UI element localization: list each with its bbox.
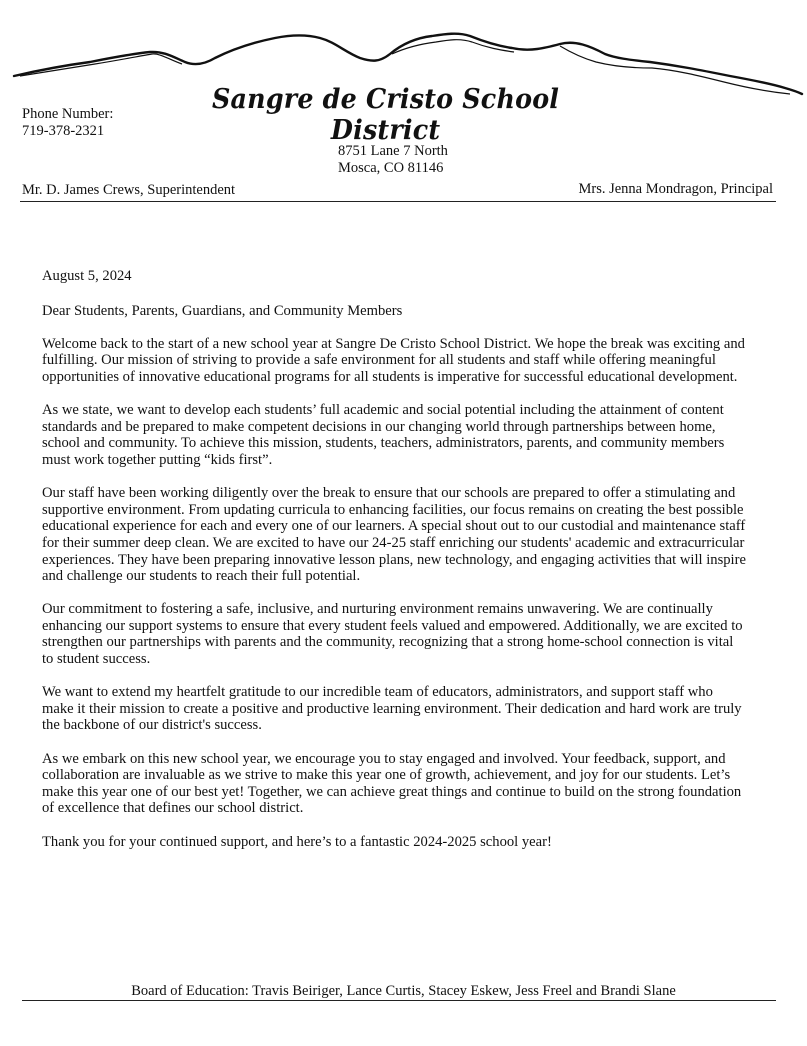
board-of-education: Board of Education: Travis Beiriger, Lance Curtis, Stacey Eskew, Jess Freel and Brandi Slane	[131, 983, 676, 999]
district-name: Sangre de Cristo School District	[212, 84, 560, 146]
phone-label: Phone Number:	[22, 106, 114, 122]
letter-paragraph: As we state, we want to develop each students’ full academic and social potential including the attainment of content standards and be prepared to make competent decisions in our changing world through partnerships between home, school and community. To achieve this mission, students, teachers, administrators, parents, and community members must work together putting “kids first”.	[42, 402, 725, 468]
principal-name: Mrs. Jenna Mondragon, Principal	[578, 181, 773, 197]
address-block	[338, 143, 448, 177]
letter-paragraph: Our commitment to fostering a safe, inclusive, and nurturing environment remains unwavering. We are continually enhancing our support systems to ensure that every student feels valued and empowered. Additionally, we are excited to strengthen our partnerships with parents and the community, recognizing that a strong home-school connection is vital to student success.	[42, 601, 743, 668]
superintendent-name: Mr. D. James Crews, Superintendent	[22, 182, 236, 198]
letter-salutation: Dear Students, Parents, Guardians, and Community Members	[42, 302, 403, 319]
letter-paragraph: Welcome back to the start of a new school year at Sangre De Cristo School District. We hope the break was exciting and fulfilling. Our mission of striving to provide a safe environment for all students and staff while offering meaningful opportunities of innovative educational programs for all students is imperative for successful educational development.	[42, 335, 745, 385]
letter-closing: Thank you for your continued support, and here’s to a fantastic 2024-2025 school year!	[42, 833, 552, 850]
phone-number: 719-378-2321	[22, 123, 105, 139]
letter-paragraph: As we embark on this new school year, we encourage you to stay engaged and involved. Your feedback, support, and collaboration are invaluable as we strive to make this year one of growth, achievement, and joy for our students. Let’s make this year one of our best yet! Together, we can achieve great things and continue to build on the strong foundation of excellence that defines our school district.	[42, 750, 742, 817]
header-divider	[20, 201, 776, 202]
letter-paragraph: We want to extend my heartfelt gratitude to our incredible team of educators, administrators, and support staff who make it their mission to create a positive and productive learning environment. Their dedication and hard work are truly the backbone of our district's success.	[42, 684, 742, 734]
letter-date: August 5, 2024	[42, 268, 132, 284]
letter-body	[42, 268, 746, 867]
footer-divider	[22, 1000, 776, 1001]
address-line-2: Mosca, CO 81146	[338, 160, 444, 176]
address-line-1: 8751 Lane 7 North	[338, 143, 448, 159]
letter-paragraph: Our staff have been working diligently over the break to ensure that our schools are prepared to offer a stimulating and supportive environment. From updating curricula to enhancing facilities, our focus remains on creating the best possible educational experience for each and every one of our learners. A special shout out to our custodial and maintenance staff for their summer deep clean. We are excited to have our 24-25 staff enriching our students' academic and extracurricular experiences. They have been preparing innovative lesson plans, new technology, and engaging activities that will inspire and challenge our students to reach their full potential.	[42, 485, 746, 585]
phone-block	[22, 106, 113, 140]
